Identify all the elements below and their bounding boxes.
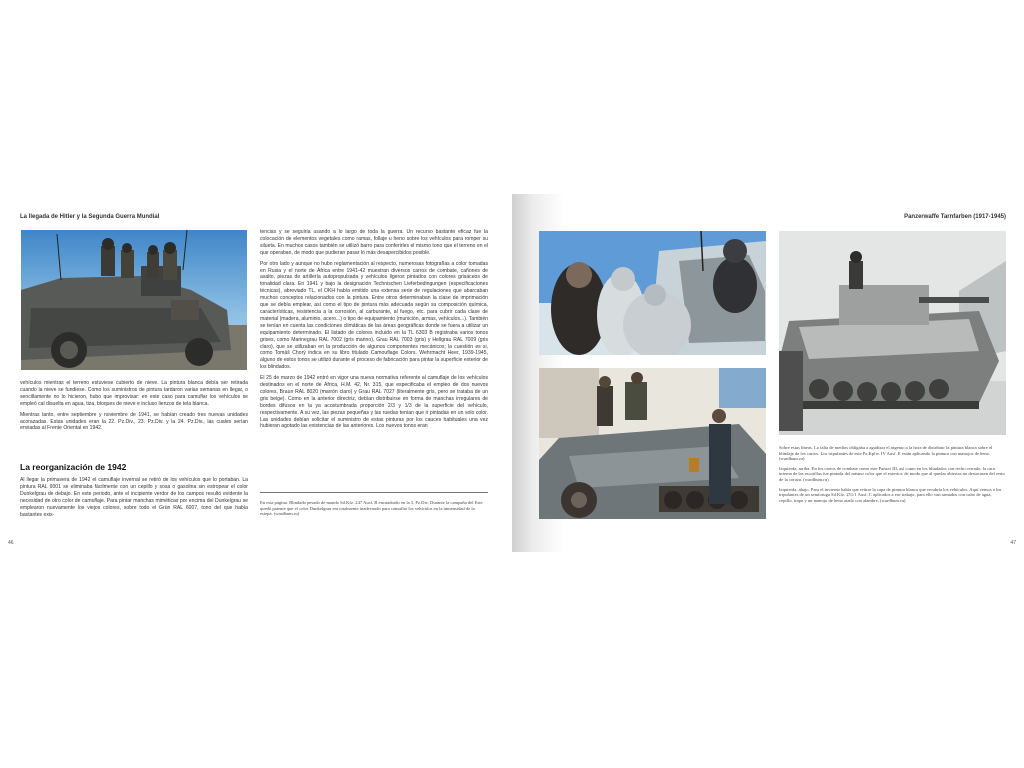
photo-panzer-iv bbox=[779, 231, 1006, 435]
left-page bbox=[0, 194, 512, 552]
photo-captions-right bbox=[779, 445, 1006, 525]
caption-above: Sobre estas líneas. La falta de medios obligaba a agudizar el ingenio a la hora de distribuir la pintura blanca sobre el blindaje de los carros. Los tripulantes de este Pz.Kpfw. IV Ausf. E están aplicando la pintura con manojos de heno. (wardbum.ru) bbox=[779, 445, 993, 462]
page-number-left: 46 bbox=[8, 540, 14, 546]
paragraph: tencias y se seguiría usando a lo largo de toda la guerra. Un recurso bastante eficaz fue la colocación de elementos vegetales como ramas, follaje u heno sobre los vehículos para romper su silueta. En muchos casos también se utilizó barro para conferirles el mismo tono que el terreno en el que operaban, de modo que pudieran pasar lo más desapercibidos posible. bbox=[260, 229, 488, 256]
caption-left-bottom: Izquierda, abajo. Para el invierno había que retirar la capa de pintura blanca que recubría los vehículos. Aquí vemos a los tripulantes de un semioruga Sd.Kfz. 251/1 Ausf. C aplicados a ese trabajo, para ello van armados con cubo de agua, cepillo, trapo y un manojo de heno atado con alambre. (wardbum.ru) bbox=[779, 486, 1002, 503]
paragraph: Por otro lado y aunque no hubo reglamentación al respecto, numerosas fotografías a color tomadas en Rusia y el norte de África entre 1941-42 muestran diversos carros de combate, cañones de asalto, piezas de artillería autopropulsada y vehículos ligeros pintados con colores grisáceos de tonalidad clara. En 1941 y bajo la designación Technischen Lieferbedingungen (especificaciones técnicas), abreviado TL, el OKH había emitido una extensa serie de regulaciones que abarcaban muchos conceptos relacionados con la pintura. Entre otros determinaban la clase de imprimación que se debía emplear, así como el tipo de pintura más adecuada según su composición química, características, resistencia a la corrosión, al carburante, al fuego, etc. para cubrir cada clase de material (madera, aluminio, acero...) o tipo de equipamiento (munición, armas, vehículos...). También se tenían en cuenta las condiciones climáticas de las áreas geográficas donde se fuera a utilizar un equipamiento determinado. El listado de colores incluido en la TL 6303 B registraba varios tonos grises, como Marinegrau RAL 7002 (gris marino), Grau RAL 7003 (gris) y Hellgrau RAL 7009 (gris claro), que se utilizaban en la producción de algunos componentes mecánicos; la cuestión es si, como Tomáš Chorý indica en su libro titulado Camouflage Colors. Wehrmacht Heer, 1939-1945, alguno de estos tonos se utilizó durante el proceso de fabricación para pintar la superficie exterior de los blindados. bbox=[260, 260, 488, 371]
right-page bbox=[512, 194, 1024, 552]
section-heading: La reorganización de 1942 bbox=[20, 462, 127, 472]
paragraph: Al llegar la primavera de 1942 el camuflaje invernal se retiró de los vehículos que lo portaban. La pintura RAL 9001 se eliminaba fácilmente con un cepillo y sosa o gasolina sin estropear el color Dunkelgrau de debajo. En este periodo, ante el incipiente verdor de los campos resultó evidente la necesidad de otro color de camuflaje. Para pintar manchas miméticas por encima del Dunkelgrau se emplearon nuevamente los viejos colores, sobre todo el Grün RAL 6007, tono del que había bastantes exis- bbox=[20, 477, 248, 518]
caption-left-top: Izquierda, arriba. En los carros de combate como este Panzer III, así como en los blindados con techo cerrado, la cara interna de las escotillas fue pintada del mismo color que el exterior, de modo que al quedar abiertas no destacasen del resto de la coraza. (wardbum.ru) bbox=[779, 465, 1005, 482]
page-number-right: 47 bbox=[1010, 540, 1016, 546]
photo-halftrack bbox=[539, 368, 766, 519]
left-column-1-section bbox=[20, 477, 248, 522]
photo-winter-crew bbox=[539, 231, 766, 355]
photo-caption-left: En esta página. Blindado pesado de mando Sd.Kfz. 247 Ausf. B encuadrado en la 3. Pz.Div. Durante la campaña del Este quedó patente que el color Dunkelgrau era totalmente inadecuado para camuflar los vehículos en la inmensidad de la estepa. (wardbum.ru) bbox=[260, 500, 483, 517]
caption-rule bbox=[260, 492, 488, 493]
paragraph: vehículos mientras el terreno estuviese cubierto de nieve. La pintura blanca debía ser retirada cuando la nieve se fundiese. Como los suministros de pintura tardaron varias semanas en llegar, o sencillamente no lo hicieron, hubo que improvisar: en este caso para camuflar los vehículos se empleó cal disuelta en agua, tiza, bloques de nieve e incluso lienzos de tela blanca. bbox=[20, 380, 248, 407]
book-spread bbox=[0, 194, 1024, 552]
paragraph: Mientras tanto, entre septiembre y noviembre de 1941, se habían creado tres nuevas unidades acorazadas. Estas unidades eran la 22. Pz.Div., 23. Pz.Div. y la 24. Pz.Div., las cuales serían enviadas al Frente Oriental en 1942. bbox=[20, 411, 248, 432]
left-column-2 bbox=[260, 229, 488, 479]
photo-armored-car bbox=[21, 230, 247, 370]
running-head-left: La llegada de Hitler y la Segunda Guerra Mundial bbox=[20, 214, 160, 220]
running-head-right: Panzerwaffe Tarnfarben (1917-1945) bbox=[904, 214, 1006, 220]
paragraph: El 25 de marzo de 1942 entró en vigor una nueva normativa referente al camuflaje de los vehículos destinados en el norte de África, H.M. 42, Nr. 315, que especificaba el empleo de dos nuevos colores, Braun RAL 8020 (marrón claro) y Grau RAL 7027 (literalmente gris, pero se trataba de un gris beige). Como en la anterior directriz, debían distribuirse en forma de manchas irregulares de bordes difusos en la ya acostumbrada proporción 2/3 y 1/3 de la superficie del vehículo, respectivamente. A su vez, las piezas pequeñas y las ruedas tenían que ir pintadas en un solo color. Las unidades debían solicitar el suministro de estas pinturas por los cauces habituales una vez hubieran agotado las existencias de las anteriores. Los nuevos tonos eran bbox=[260, 375, 488, 430]
